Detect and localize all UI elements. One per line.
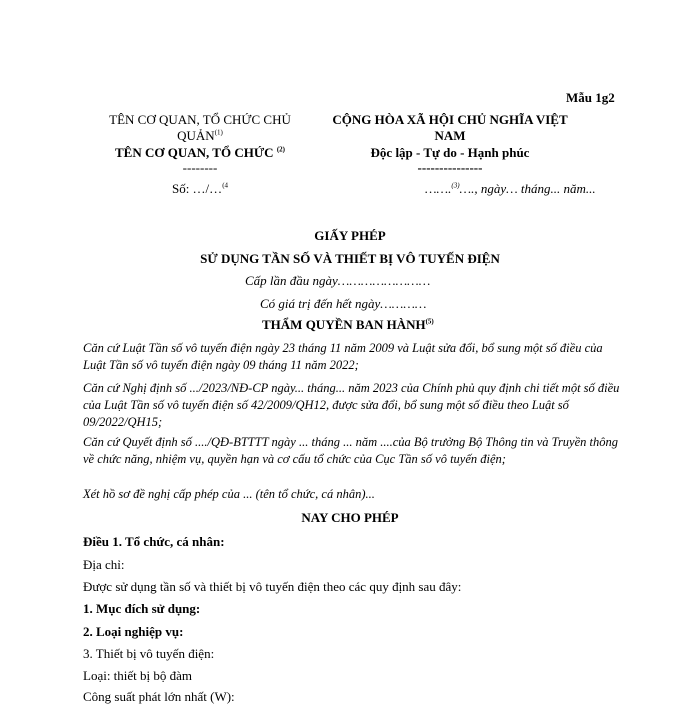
national-title: CỘNG HÒA XÃ HỘI CHỦ NGHĨA VIỆT <box>332 112 568 127</box>
agency-name <box>100 145 300 161</box>
issuing-authority-text: THẨM QUYỀN BAN HÀNH <box>262 317 426 332</box>
license-title: GIẤY PHÉP <box>314 228 386 243</box>
date-line-text: …., ngày… tháng... năm... <box>459 181 596 196</box>
valid-until: Có giá trị đến hết ngày………… <box>260 296 427 311</box>
national-title-2: NAM <box>434 128 466 143</box>
footnote-3: (3) <box>451 181 460 190</box>
parent-agency-text-2: QUẢN <box>177 128 215 143</box>
parent-agency-text: TÊN CƠ QUAN, TỔ CHỨC CHỦ <box>109 112 291 127</box>
preamble-decision: Căn cứ Quyết định số ..../QĐ-BTTTT ngày ... tháng ... năm ....của Bộ trưởng Bộ Thông tin và Truyền thông về chức năng, nhiệm vụ, quyền hạn và cơ cấu tổ chức của Cục Tần số vô tuyến điện; <box>83 435 619 466</box>
usage-line: Được sử dụng tần số và thiết bị vô tuyến điện theo các quy định sau đây: <box>83 579 462 594</box>
preamble-application: Xét hồ sơ đề nghị cấp phép của ... (tên tổ chức, cá nhân)... <box>83 487 375 501</box>
document-number <box>100 181 300 197</box>
article-1-heading: Điều 1. Tổ chức, cá nhân: <box>83 534 225 549</box>
right-dashes: --------------- <box>417 160 483 175</box>
date-line <box>425 181 596 197</box>
address-line: Địa chỉ: <box>83 557 125 572</box>
device-type-line: Loại: thiết bị bộ đàm <box>83 668 193 683</box>
footnote-4: (4 <box>222 181 229 190</box>
footnote-5: (5) <box>425 317 434 326</box>
preamble-law: Căn cứ Luật Tần số vô tuyến điện ngày 23 tháng 11 năm 2009 và Luật sửa đổi, bổ sung một số điều của Luật Tần số vô tuyến điện ngày 09 tháng 11 năm 2022; <box>83 341 603 372</box>
footnote-2: (2) <box>276 145 285 154</box>
agency-name-text: TÊN CƠ QUAN, TỔ CHỨC <box>115 145 274 160</box>
max-power-line: Công suất phát lớn nhất (W): <box>83 689 235 704</box>
preamble-decree: Căn cứ Nghị định số .../2023/NĐ-CP ngày... tháng... năm 2023 của Chính phủ quy định chi tiết một số điều của Luật Tần số vô tuyến điện số 42/2009/QH12, được sửa đổi, bổ sung một số điều theo Luật số 09/2022/QH15; <box>83 381 620 429</box>
issuing-authority <box>262 317 434 333</box>
item-purpose: 1. Mục đích sử dụng: <box>83 601 201 616</box>
license-subtitle: SỬ DỤNG TẦN SỐ VÀ THIẾT BỊ VÔ TUYẾN ĐIỆN <box>200 251 500 266</box>
item-radio-equipment: 3. Thiết bị vô tuyến điện: <box>83 646 215 661</box>
form-code: Mẫu 1g2 <box>566 90 615 105</box>
footnote-1: (1) <box>214 128 223 137</box>
left-dashes: -------- <box>182 160 218 175</box>
parent-agency-line <box>100 112 300 128</box>
parent-agency-line-2 <box>100 128 300 144</box>
issued-date: Cấp lần đầu ngày…………………… <box>245 273 431 288</box>
date-line-prefix: ……. <box>425 181 452 196</box>
item-service-type: 2. Loại nghiệp vụ: <box>83 624 184 639</box>
grant-heading: NAY CHO PHÉP <box>301 510 399 525</box>
document-number-text: Số: …/… <box>171 181 223 196</box>
national-motto: Độc lập - Tự do - Hạnh phúc <box>370 145 530 160</box>
